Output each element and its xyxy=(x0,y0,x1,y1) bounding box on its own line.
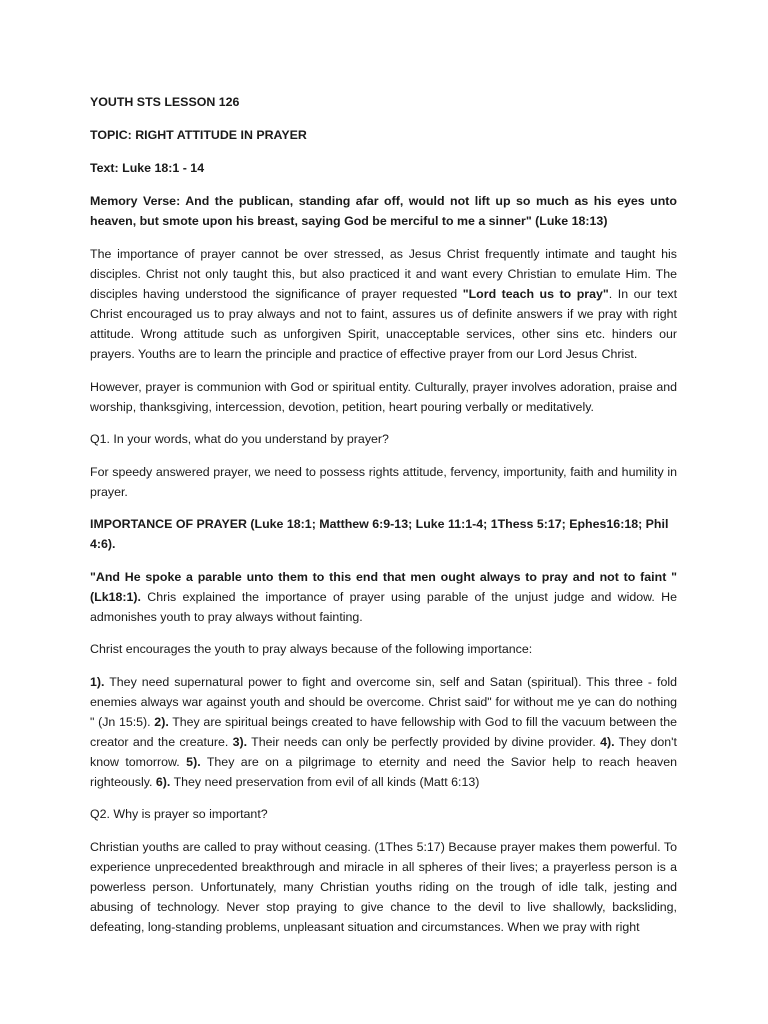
list-text: Their needs can only be perfectly provided by divine provider. xyxy=(247,734,601,749)
paragraph-pray-without-ceasing: Christian youths are called to pray without ceasing. (1Thes 5:17) Because prayer makes them powerful. To experience unprecedented breakthrough and miracle in all spheres of their lives; a prayerless person is a powerless person. Unfortunately, many Christian youths riding on the trough of idle talk, jesting and abusing of technology. Never stop praying to give chance to the devil to live shallowly, backsliding, defeating, long-standing problems, unpleasant situation and circumstances. When we pray with right xyxy=(90,839,677,934)
memory-verse: Memory Verse: And the publican, standing afar off, would not lift up so much as his eyes unto heaven, but smote upon his breast, saying God be merciful to me a sinner" (Luke 18:13) xyxy=(90,194,677,228)
list-number: 5). xyxy=(186,754,201,769)
list-text: They need preservation from evil of all kinds (Matt 6:13) xyxy=(170,774,480,789)
paragraph-communion: However, prayer is communion with God or spiritual entity. Culturally, prayer involves adoration, praise and worship, thanksgiving, intercession, devotion, petition, heart pouring verbally or meditatively. xyxy=(90,379,677,414)
text-reference: Text: Luke 18:1 - 14 xyxy=(90,161,205,175)
paragraph-speedy-answer: For speedy answered prayer, we need to possess rights attitude, fervency, importunity, faith and humility in prayer. xyxy=(90,464,677,499)
list-text: They are on a pilgrimage to eternity and need the Savior help to reach heaven righteously. xyxy=(90,754,677,789)
list-number: 2). xyxy=(154,714,169,729)
document-page xyxy=(90,92,677,949)
list-number: 6). xyxy=(155,774,171,789)
paragraph-encourages: Christ encourages the youth to pray always because of the following importance: xyxy=(90,642,533,656)
paragraph-text: . In our text Christ encouraged us to pray always and not to faint, assures us of definite answers if we pray with right attitude. Wrong attitude such as unforgiven Spirit, unacceptable services, other sins etc. hinders our prayers. Youths are to learn the principle and practice of effective prayer from our Lord Jesus Christ. xyxy=(90,287,678,361)
paragraph-numbered-reasons xyxy=(90,672,677,792)
bold-scripture-quote: "And He spoke a parable unto them to this end that men ought always to pray and not to faint " (Lk18:1). xyxy=(90,569,677,604)
list-number: 3). xyxy=(232,734,248,749)
list-number: 1). xyxy=(90,674,105,689)
paragraph-text: Chris explained the importance of prayer using parable of the unjust judge and widow. He admonishes youth to pray always without fainting. xyxy=(90,589,677,624)
importance-heading: IMPORTANCE OF PRAYER (Luke 18:1; Matthew 6:9-13; Luke 11:1-4; 1Thess 5:17; Ephes16:18; Phil 4:6). xyxy=(90,517,669,551)
paragraph-text: The importance of prayer cannot be over stressed, as Jesus Christ frequently intimate and taught his disciples. Christ not only taught this, but also practiced it and want every Christian to emulate Him. The disciples having understood the significance of prayer requested xyxy=(90,247,677,301)
list-text: They are spiritual beings created to have fellowship with God to fill the vacuum between the creator and the creature. xyxy=(90,714,677,749)
list-text: They need supernatural power to fight and overcome sin, self and Satan (spiritual). This three - fold enemies always war against youth and should be overcome. Christ said" for without me ye can do nothing " (Jn 15:5). xyxy=(90,674,677,729)
bold-quote: "Lord teach us to pray" xyxy=(462,287,609,301)
paragraph-parable xyxy=(90,567,677,627)
list-number: 4). xyxy=(600,734,615,749)
list-text: They don't know tomorrow. xyxy=(90,734,677,769)
topic-heading: TOPIC: RIGHT ATTITUDE IN PRAYER xyxy=(90,128,307,142)
paragraph-importance-of-prayer xyxy=(90,244,677,364)
question-1: Q1. In your words, what do you understand by prayer? xyxy=(90,432,389,446)
question-2: Q2. Why is prayer so important? xyxy=(90,807,268,821)
lesson-title: YOUTH STS LESSON 126 xyxy=(90,95,240,109)
